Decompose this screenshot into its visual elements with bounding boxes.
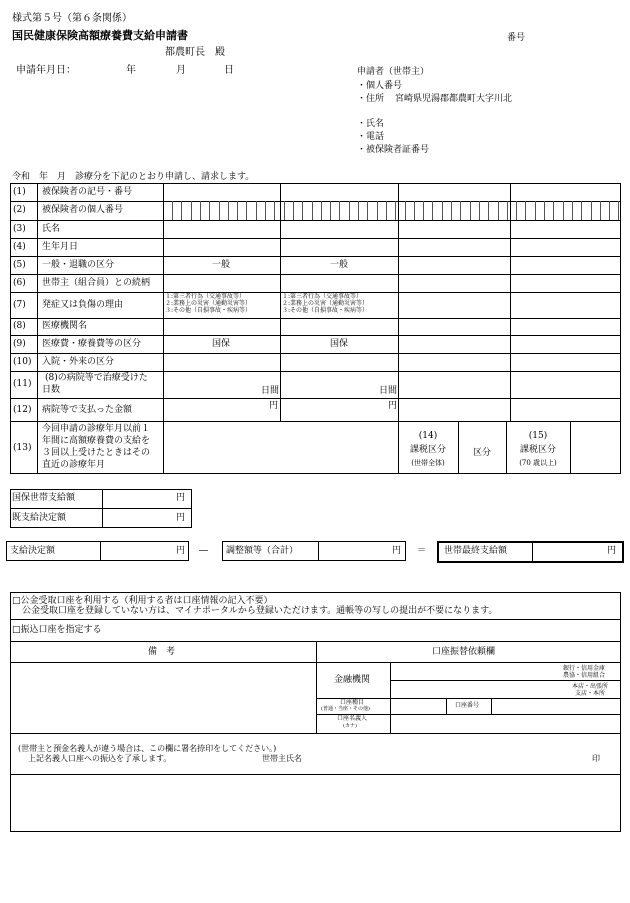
public-account-option[interactable]: □公金受取口座を利用する（利用する者は口座情報の記入不要）: [12, 596, 273, 606]
consent-note: (世帯主と預金名義人が違う場合は、この欄に署名捺印をしてください。): [18, 744, 277, 753]
reason-3-a: ３:その他（自損事故・疾病等）: [165, 307, 252, 314]
adjust-yen: 円: [392, 546, 402, 556]
apply-month: 月: [176, 65, 186, 76]
row-1-label: 被保険者の記号・番号: [42, 187, 133, 197]
applicant-insurance-no: ・被保険者証番号: [357, 145, 430, 155]
row-2-no: (2): [13, 205, 26, 215]
c15-sub: (70 歳以上): [519, 459, 557, 467]
days-unit-2: 日間: [379, 386, 398, 396]
transfer-account-option[interactable]: □振込口座を指定する: [12, 625, 102, 635]
adjust-label: 調整額等（合計）: [226, 546, 299, 556]
row-11-label-2: 日数: [42, 385, 61, 395]
row-7-no: (7): [13, 300, 26, 310]
row-12-label: 病院等で支払った金額: [42, 405, 133, 415]
reason-2-a: ２:業務上の災害（通勤災害等）: [165, 300, 252, 307]
applicant-address-value: 宮崎県児湯郡都農町大字川北: [395, 94, 513, 104]
apply-day: 日: [224, 65, 234, 76]
branch-types-2: 支店・本所: [575, 690, 606, 697]
row-13-label-2: 年間に高額療養費の支給を: [42, 436, 151, 446]
c15-no: (15): [528, 431, 548, 441]
final-yen: 円: [607, 546, 617, 556]
applicant-heading: 申請者（世帯主）: [357, 67, 430, 77]
account-name-sub: (カナ): [343, 723, 357, 729]
row-3-no: (3): [13, 224, 26, 234]
consent-text: 上記名義人口座への振込を了承します。: [28, 754, 172, 763]
row-2-label: 被保険者の個人番号: [42, 205, 124, 215]
row-13-label-1: 今回申請の診療年月以前１: [42, 424, 151, 434]
row-6-no: (6): [13, 278, 26, 288]
kubun-label: 区分: [472, 448, 491, 458]
minus-sign: ―: [199, 546, 208, 556]
bank-label: 金融機関: [334, 675, 371, 685]
row-9-no: (9): [13, 339, 26, 349]
form-number: 様式第５号（第６条関係）: [12, 13, 132, 24]
intro-text: 令和 年 月 診療分を下記のとおり申請し、請求します。: [12, 172, 255, 182]
row-8-no: (8): [13, 321, 26, 331]
householder-label: 世帯主氏名: [262, 754, 302, 763]
row-4-label: 生年月日: [42, 242, 79, 252]
page-title: 国民健康保険高額療養費支給申請書: [12, 29, 188, 42]
c14-sub: (世帯全体): [411, 459, 445, 467]
applicant-name: ・氏名: [357, 119, 385, 129]
reason-1-b: １:第三者行為（交通事故等）: [282, 293, 363, 300]
yen-unit-1: 円: [269, 401, 279, 411]
applicant-phone: ・電話: [357, 132, 385, 142]
row-11-label-1: (8)の病院等で治療受けた: [45, 373, 148, 383]
row-13-no: (13): [13, 443, 32, 453]
row-5-label: 一般・退職の区分: [42, 260, 115, 270]
equal-sign: ＝: [417, 546, 427, 556]
bank-types-1: 銀行・信用金庫: [563, 665, 606, 672]
reason-2-b: ２:業務上の災害（通勤災害等）: [282, 300, 369, 307]
apply-year: 年: [126, 65, 136, 76]
account-type-sub: (普通・当座・その他): [321, 706, 370, 712]
c14-no: (14): [418, 431, 438, 441]
decided-label: 支給決定額: [10, 546, 56, 556]
apply-date-label: 申請年月日：: [16, 65, 76, 76]
row-9-label: 医療費・療養費等の区分: [42, 339, 142, 349]
row-13-label-4: 直近の診療年月: [42, 460, 106, 470]
row-3-label: 氏名: [42, 224, 61, 234]
reason-3-b: ３:その他（自損事故・疾病等）: [282, 307, 369, 314]
c15-label: 課税区分: [519, 445, 556, 455]
row-1-no: (1): [13, 187, 26, 197]
branch-types-1: 本店・出張所: [572, 683, 609, 690]
already-label: 既支給決定額: [12, 513, 67, 523]
kokuho-value-2: 国保: [330, 339, 349, 349]
days-unit-1: 日間: [261, 386, 280, 396]
bank-types-2: 農協・信用組合: [563, 672, 606, 679]
transfer-heading: 口座振替依頼欄: [432, 647, 496, 657]
row-12-no: (12): [13, 405, 32, 415]
row-4-no: (4): [13, 242, 26, 252]
account-name-label: 口座名義人: [337, 715, 368, 722]
row-6-label: 世帯主（組合員）との続柄: [42, 278, 151, 288]
row-13-label-3: ３回以上受けたときはその: [42, 448, 151, 458]
kokuho-total-label: 国保世帯支給額: [12, 493, 76, 503]
account-type-label: 口座種目: [340, 699, 365, 706]
row-11-no: (11): [13, 379, 32, 389]
account-no-label: 口座番号: [455, 702, 480, 709]
row-10-label: 入院・外来の区分: [42, 357, 115, 367]
kokuho-total-yen: 円: [176, 493, 186, 503]
final-label: 世帯最終支給額: [444, 546, 508, 556]
row-7-label: 発症又は負傷の理由: [42, 300, 124, 310]
c14-label: 課税区分: [409, 445, 446, 455]
row-5-no: (5): [13, 260, 26, 270]
addressee: 都農町長 殿: [165, 47, 225, 58]
kokuho-value-1: 国保: [212, 339, 231, 349]
public-account-note: 公金受取口座を登録していない方は、マイナポータルから登録いただけます。通帳等の写しの提出が不要になります。: [22, 606, 498, 616]
applicant-address-label: ・住所: [357, 94, 385, 104]
ippan-value-1: 一般: [212, 260, 231, 270]
applicant-personal-no: ・個人番号: [357, 81, 403, 91]
yen-unit-2: 円: [388, 401, 398, 411]
ippan-value-2: 一般: [330, 260, 349, 270]
decided-yen: 円: [176, 546, 186, 556]
remarks-heading: 備 考: [148, 647, 176, 657]
row-8-label: 医療機関名: [42, 321, 88, 331]
number-label: 番号: [507, 33, 526, 43]
seal-mark: 印: [592, 754, 600, 763]
reason-1-a: １:第三者行為（交通事故等）: [165, 293, 246, 300]
row-10-no: (10): [13, 357, 32, 367]
already-yen: 円: [176, 513, 186, 523]
